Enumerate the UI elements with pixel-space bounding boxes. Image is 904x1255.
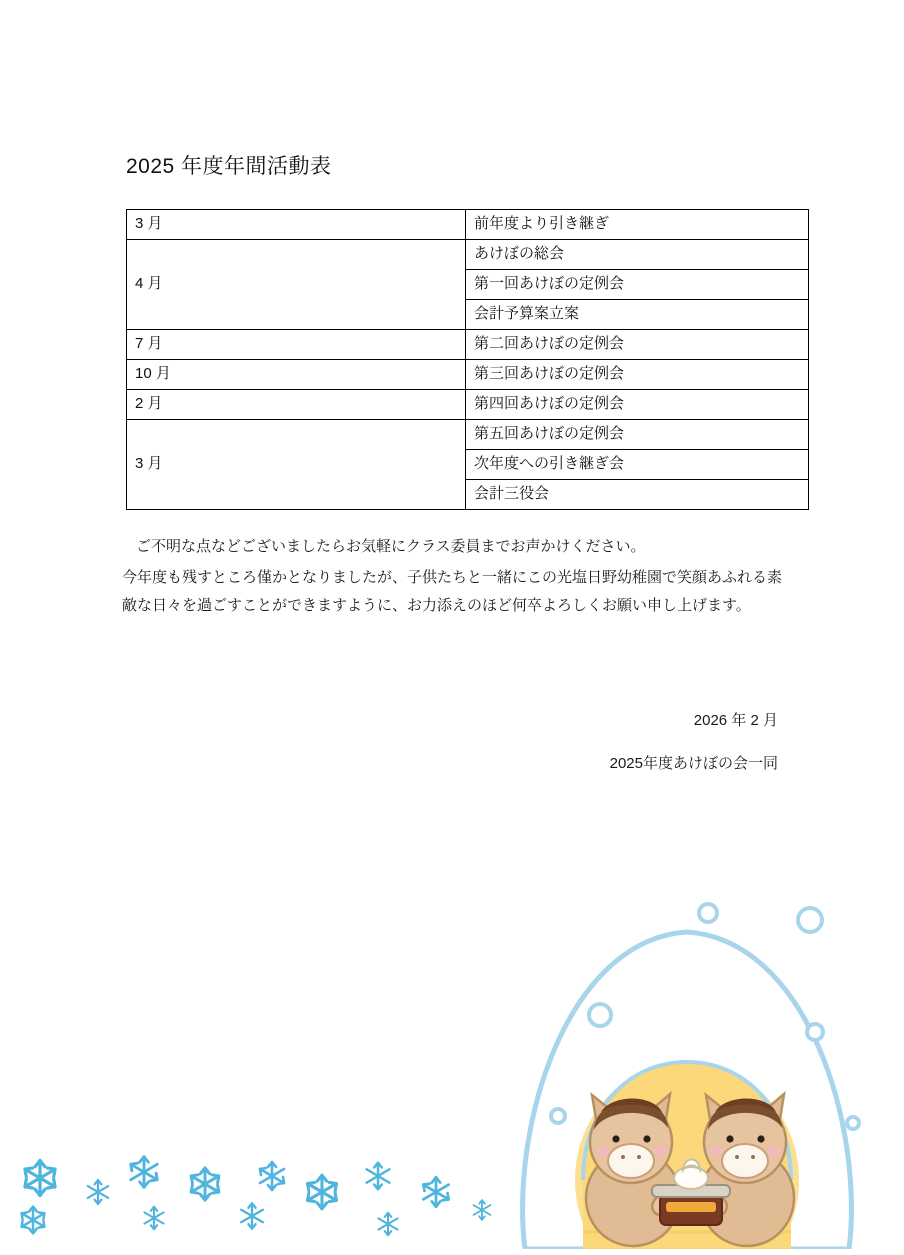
event-cell: 会計三役会: [466, 480, 809, 510]
signature-date: 2026 年 2 月: [693, 712, 778, 729]
table-row: [127, 210, 809, 240]
table-row: [127, 420, 809, 450]
page-title: 2025 年度年間活動表: [126, 155, 332, 178]
table-row: [127, 240, 809, 270]
event-cell: 第三回あけぼの定例会: [466, 360, 809, 390]
body-paragraph-2: 今年度も残すところ僅かとなりましたが、子供たちと一緒にこの光塩日野幼稚園で笑顔あふれる素敵な日々を過ごすことができますように、お力添えのほど何卒よろしくお願い申し上げます。: [122, 569, 783, 614]
month-cell: 2 月: [127, 390, 466, 420]
event-cell: 第四回あけぼの定例会: [466, 390, 809, 420]
event-cell: 次年度への引き継ぎ会: [466, 450, 809, 480]
kamakura-horses-illustration: [470, 880, 904, 1249]
month-cell: 10 月: [127, 360, 466, 390]
snowflake-border: [0, 1140, 520, 1250]
event-cell: 前年度より引き継ぎ: [466, 210, 809, 240]
event-cell: 第一回あけぼの定例会: [466, 270, 809, 300]
month-cell: 3 月: [127, 210, 466, 240]
annual-activity-table: [126, 209, 809, 510]
event-cell: 第二回あけぼの定例会: [466, 330, 809, 360]
event-cell: 会計予算案立案: [466, 300, 809, 330]
table-row: [127, 360, 809, 390]
month-cell: 7 月: [127, 330, 466, 360]
body-paragraph-1: ご不明な点などございましたらお気軽にクラス委員までお声かけください。: [136, 538, 646, 555]
signature-name: 2025年度あけぼの会一同: [609, 755, 778, 772]
event-cell: あけぼの総会: [466, 240, 809, 270]
table-row: [127, 390, 809, 420]
event-cell: 第五回あけぼの定例会: [466, 420, 809, 450]
month-cell: 4 月: [127, 240, 466, 330]
month-cell: 3 月: [127, 420, 466, 510]
table-row: [127, 330, 809, 360]
